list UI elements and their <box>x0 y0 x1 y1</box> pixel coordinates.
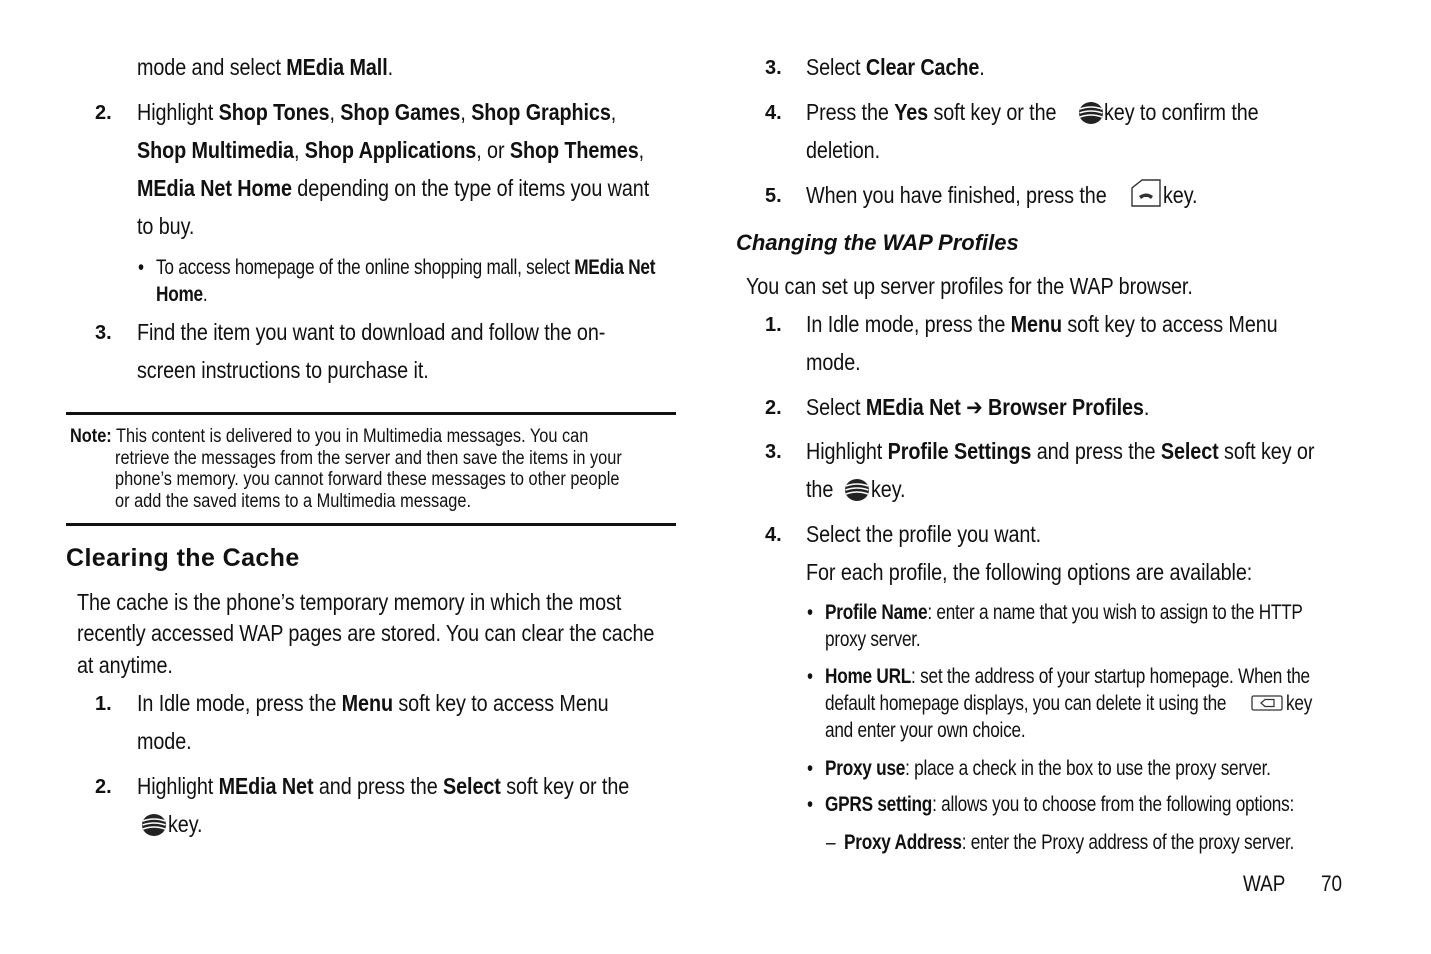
bullet-mark: • <box>807 793 813 816</box>
bullet-mark: • <box>138 256 144 279</box>
footer-section-name: WAP <box>1243 871 1286 896</box>
bullet-mark: • <box>807 665 813 688</box>
note-top-rule <box>66 412 676 415</box>
option-text: Home URL: set the address of your startup homepage. When the <box>825 665 1310 688</box>
option-text: key <box>1286 692 1313 715</box>
note-text: Note: This content is delivered to you in Multimedia messages. You can <box>70 426 589 447</box>
section-intro: recently accessed WAP pages are stored. You can clear the cache <box>77 620 655 646</box>
step-text: deletion. <box>806 137 881 163</box>
step-text: Find the item you want to download and follow the on- <box>137 319 606 345</box>
step-text: Shop Multimedia, Shop Applications, or Shop Themes, <box>137 137 645 163</box>
note-text: retrieve the messages from the server and then save the items in your <box>115 448 622 469</box>
step-number: 4. <box>765 102 782 124</box>
step-number: 1. <box>765 314 782 336</box>
step-number: 3. <box>95 322 112 344</box>
option-text: Profile Name: enter a name that you wish to assign to the HTTP <box>825 601 1303 624</box>
step-text: Select Clear Cache. <box>806 54 985 80</box>
step-text: key. <box>1163 182 1198 208</box>
step-number: 3. <box>765 441 782 463</box>
step-text: Select MEdia Net ➔ Browser Profiles. <box>806 394 1150 420</box>
step-text: mode. <box>137 728 192 754</box>
step-text: key. <box>168 811 203 837</box>
step-text: key. <box>871 476 906 502</box>
step-text: MEdia Net Home depending on the type of items you want <box>137 175 650 201</box>
step-number: 2. <box>95 102 112 124</box>
step-number: 4. <box>765 524 782 546</box>
step-text: the <box>806 476 834 502</box>
option-text: proxy server. <box>825 628 921 651</box>
att-globe-icon <box>844 478 870 507</box>
clear-key-icon <box>1251 695 1283 716</box>
option-text: Proxy use: place a check in the box to use the proxy server. <box>825 757 1271 780</box>
step-text: Press the Yes soft key or the <box>806 99 1057 125</box>
subsection-title: Changing the WAP Profiles <box>736 230 1019 255</box>
bullet-text: Home. <box>156 283 208 306</box>
step-number: 2. <box>95 776 112 798</box>
section-intro: The cache is the phone’s temporary memory in which the most <box>77 589 622 615</box>
option-text: and enter your own choice. <box>825 719 1026 742</box>
note-text: phone’s memory. you cannot forward these messages to other people <box>115 469 620 490</box>
step-text: Highlight MEdia Net and press the Select soft key or the <box>137 773 630 799</box>
step-number: 3. <box>765 57 782 79</box>
note-bottom-rule <box>66 523 676 526</box>
dash-mark: – <box>826 831 836 854</box>
bullet-mark: • <box>807 601 813 624</box>
page-number: 70 <box>1321 871 1343 896</box>
note-label: Note: <box>70 426 112 447</box>
step-text: For each profile, the following options are available: <box>806 559 1253 585</box>
bullet-text: To access homepage of the online shopping mall, select MEdia Net <box>156 256 656 279</box>
continued-step-text: mode and select MEdia Mall. <box>137 54 394 80</box>
step-number: 5. <box>765 185 782 207</box>
step-text: In Idle mode, press the Menu soft key to access Menu <box>806 311 1278 337</box>
step-number: 1. <box>95 693 112 715</box>
step-text: screen instructions to purchase it. <box>137 357 429 383</box>
step-text: to buy. <box>137 213 195 239</box>
bullet-mark: • <box>807 757 813 780</box>
step-text: Highlight Profile Settings and press the Select soft key or <box>806 438 1315 464</box>
option-text: GPRS setting: allows you to choose from the following options: <box>825 793 1295 816</box>
option-text: default homepage displays, you can delete it using the <box>825 692 1227 715</box>
step-text: key to confirm the <box>1104 99 1259 125</box>
step-text: When you have finished, press the <box>806 182 1107 208</box>
section-intro: at anytime. <box>77 652 173 678</box>
step-text: Select the profile you want. <box>806 521 1042 547</box>
sub-option-text: Proxy Address: enter the Proxy address of the proxy server. <box>844 831 1295 854</box>
step-text: Highlight Shop Tones, Shop Games, Shop Graphics, <box>137 99 617 125</box>
end-key-icon <box>1128 176 1164 215</box>
step-text: In Idle mode, press the Menu soft key to access Menu <box>137 690 609 716</box>
subsection-intro: You can set up server profiles for the WAP browser. <box>746 273 1193 299</box>
note-text: or add the saved items to a Multimedia message. <box>115 491 472 512</box>
att-globe-icon <box>1078 101 1104 130</box>
step-number: 2. <box>765 397 782 419</box>
step-text: mode. <box>806 349 861 375</box>
att-globe-icon <box>141 813 167 842</box>
section-title: Clearing the Cache <box>66 544 300 572</box>
